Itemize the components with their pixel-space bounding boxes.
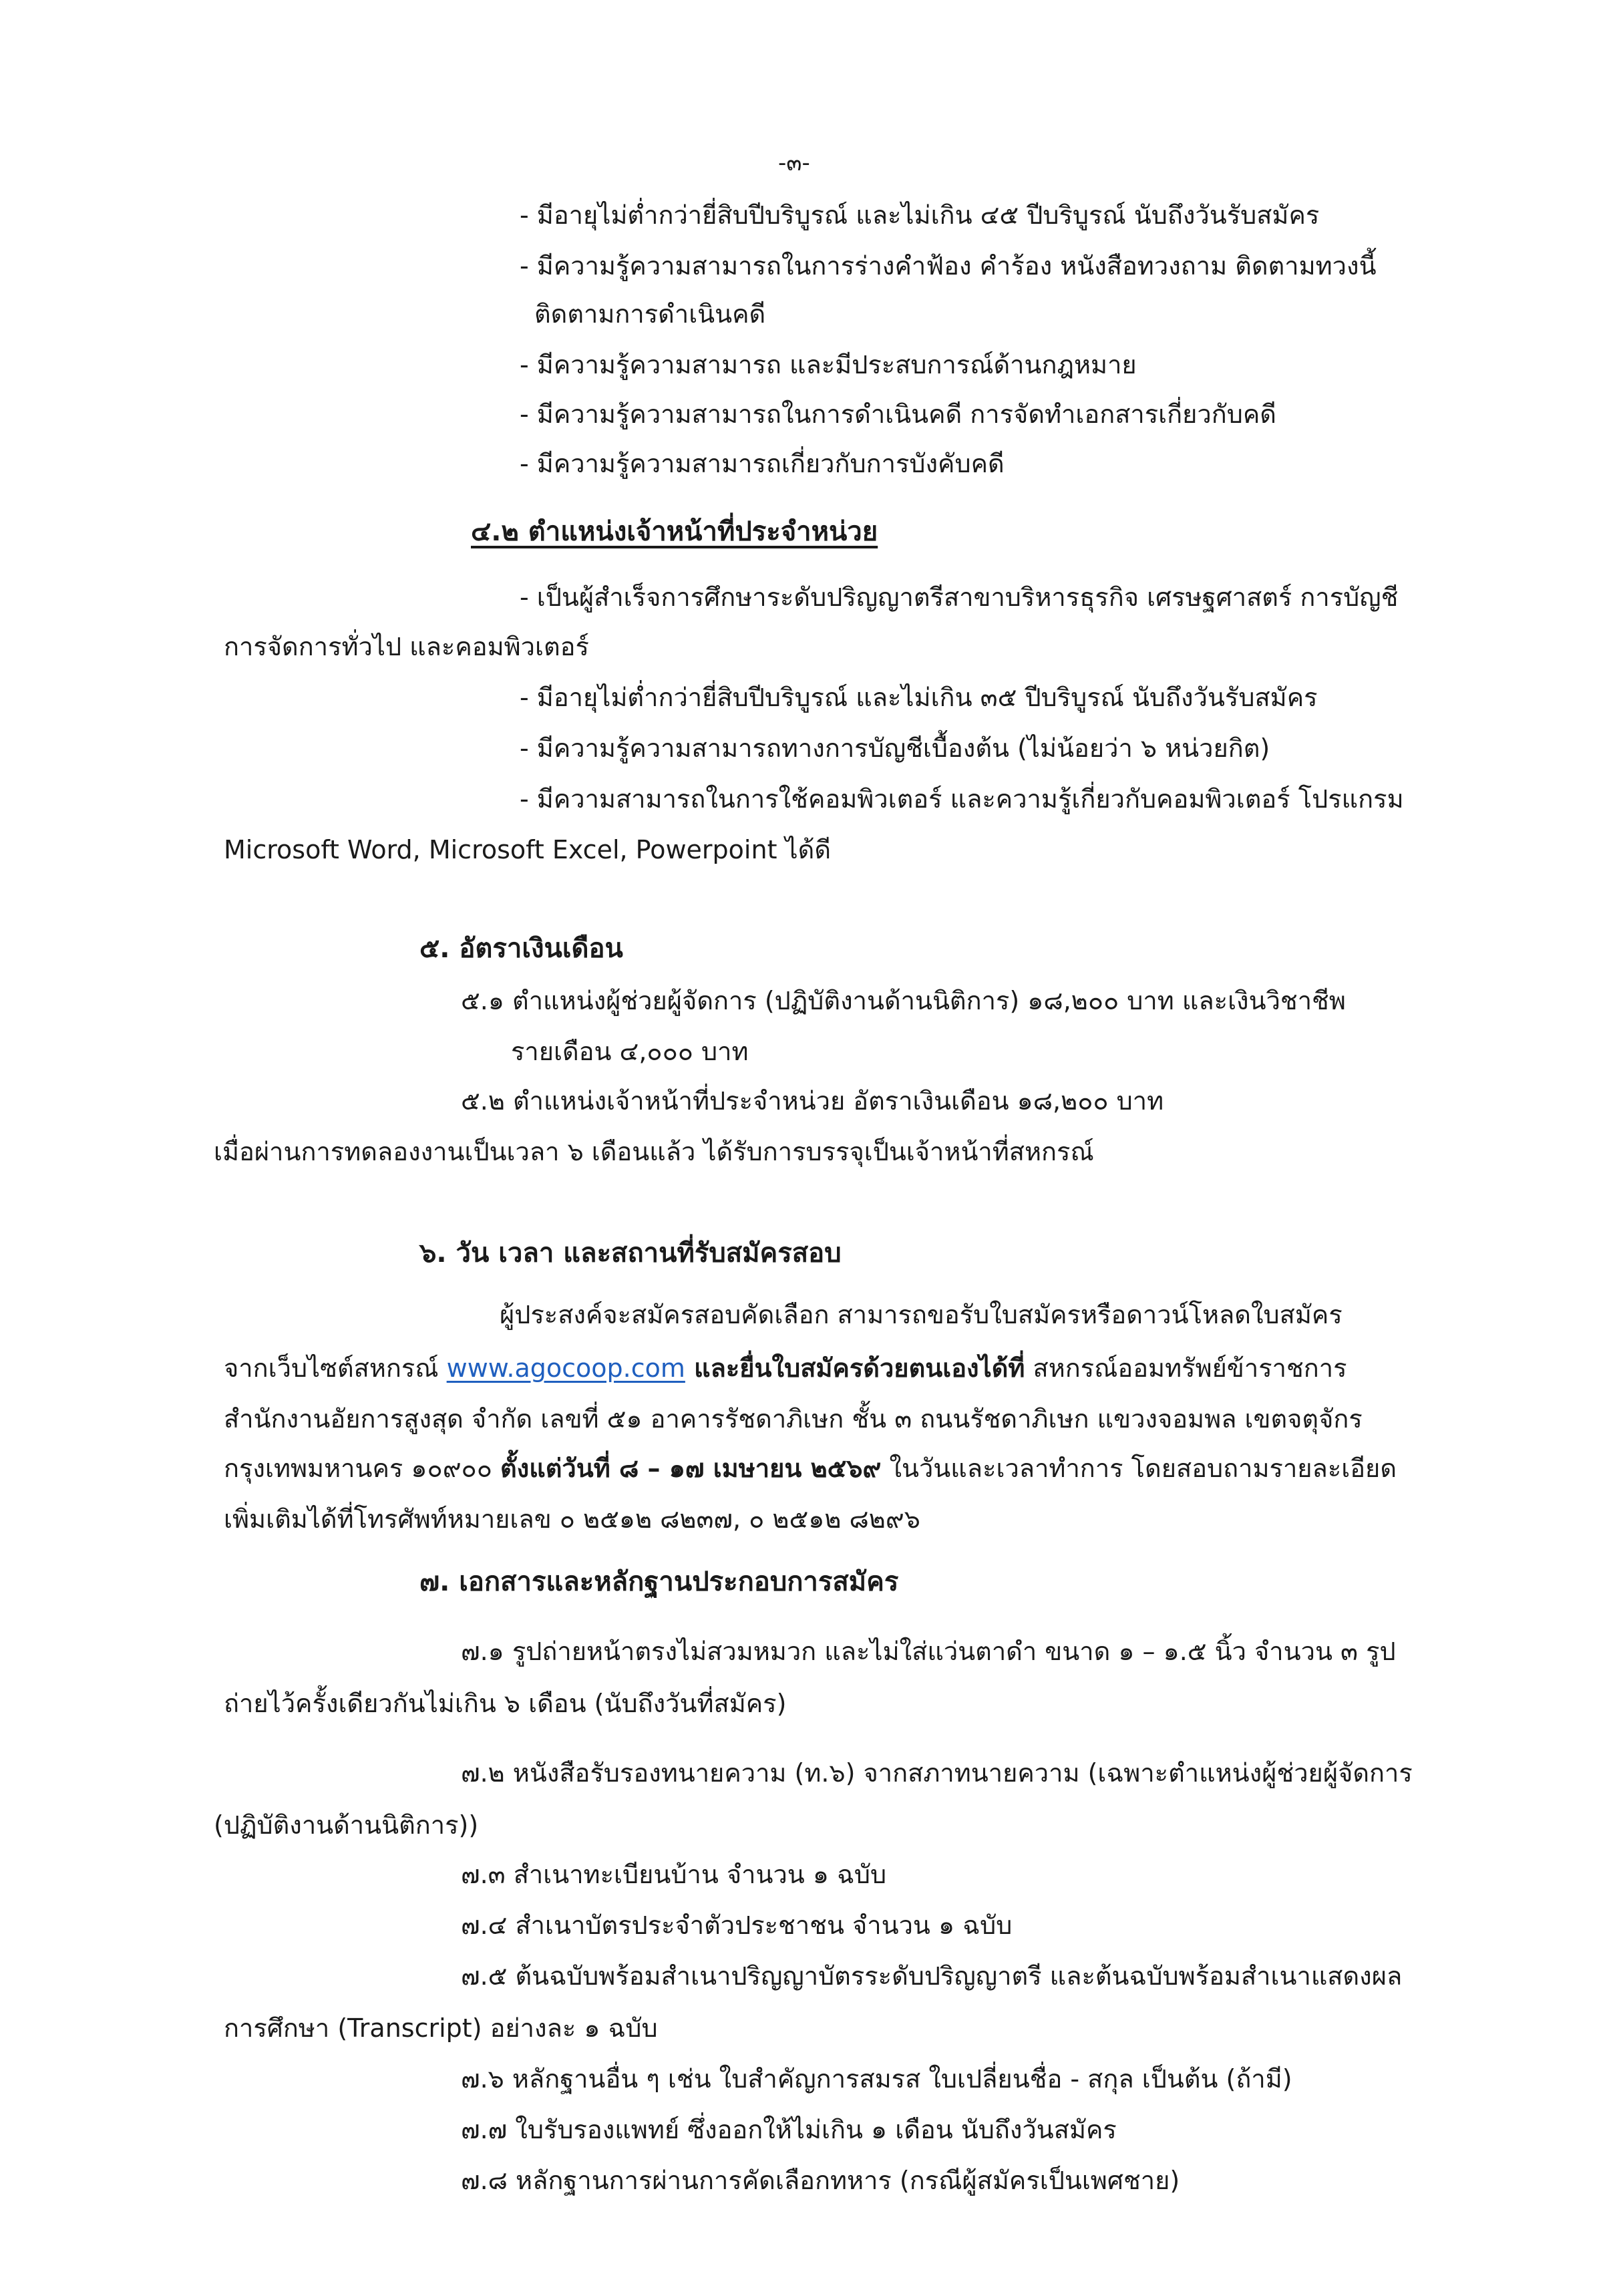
paragraph-line: เพิ่มเติมได้ที่โทรศัพท์หมายเลข ๐ ๒๕๑๒ ๘๒๓๗, ๐ ๒๕๑๒ ๘๒๙๖ bbox=[224, 1504, 920, 1534]
paragraph-line: ๕.๑ ตำแหน่งผู้ช่วยผู้จัดการ (ปฏิบัติงานด้านนิติการ) ๑๘,๒๐๐ บาท และเงินวิชาชีพ bbox=[461, 986, 1346, 1015]
bullet-line: - มีอายุไม่ต่ำกว่ายี่สิบปีบริบูรณ์ และไม่เกิน ๔๕ ปีบริบูรณ์ นับถึงวันรับสมัคร bbox=[520, 200, 1320, 230]
paragraph-line: Microsoft Word, Microsoft Excel, Powerpoint ได้ดี bbox=[224, 835, 832, 864]
page-number: -๓- bbox=[778, 150, 810, 176]
bullet-line: - มีอายุไม่ต่ำกว่ายี่สิบปีบริบูรณ์ และไม่เกิน ๓๕ ปีบริบูรณ์ นับถึงวันรับสมัคร bbox=[520, 683, 1318, 712]
paragraph-line: ๕.๒ ตำแหน่งเจ้าหน้าที่ประจำหน่วย อัตราเงินเดือน ๑๘,๒๐๐ บาท bbox=[461, 1086, 1164, 1116]
paragraph-line bbox=[224, 1351, 1347, 1385]
paragraph-line: เมื่อผ่านการทดลองงานเป็นเวลา ๖ เดือนแล้ว ได้รับการบรรจุเป็นเจ้าหน้าที่สหกรณ์ bbox=[214, 1137, 1094, 1166]
paragraph-line: ๗.๓ สำเนาทะเบียนบ้าน จำนวน ๑ ฉบับ bbox=[461, 1860, 887, 1889]
paragraph-line: ผู้ประสงค์จะสมัครสอบคัดเลือก สามารถขอรับใบสมัครหรือดาวน์โหลดใบสมัคร bbox=[500, 1300, 1343, 1329]
text-span: กรุงเทพมหานคร ๑๐๙๐๐ bbox=[224, 1454, 500, 1483]
text-span: ในวันและเวลาทำการ โดยสอบถามรายละเอียด bbox=[881, 1454, 1397, 1483]
text-span: สหกรณ์ออมทรัพย์ข้าราชการ bbox=[1025, 1353, 1347, 1383]
bold-date-range: ตั้งแต่วันที่ ๘ – ๑๗ เมษายน ๒๕๖๙ bbox=[500, 1454, 882, 1483]
paragraph-line: ๗.๘ หลักฐานการผ่านการคัดเลือกทหาร (กรณีผู้สมัครเป็นเพศชาย) bbox=[461, 2166, 1180, 2195]
bullet-continuation: ติดตามการดำเนินคดี bbox=[534, 299, 766, 329]
paragraph-line bbox=[224, 1451, 1397, 1486]
section-heading: ๕. อัตราเงินเดือน bbox=[419, 933, 623, 964]
paragraph-line: การจัดการทั่วไป และคอมพิวเตอร์ bbox=[224, 632, 589, 661]
subsection-heading: ๔.๒ ตำแหน่งเจ้าหน้าที่ประจำหน่วย bbox=[471, 516, 878, 547]
bold-text: และยื่นใบสมัครด้วยตนเองได้ที่ bbox=[685, 1353, 1025, 1383]
paragraph-line: ๗.๑ รูปถ่ายหน้าตรงไม่สวมหมวก และไม่ใส่แว่นตาดำ ขนาด ๑ – ๑.๕ นิ้ว จำนวน ๓ รูป bbox=[461, 1637, 1396, 1666]
paragraph-line: สำนักงานอัยการสูงสุด จำกัด เลขที่ ๕๑ อาคารรัชดาภิเษก ชั้น ๓ ถนนรัชดาภิเษก แขวงจอมพล เขตจตุจักร bbox=[224, 1404, 1363, 1434]
paragraph-line: - เป็นผู้สำเร็จการศึกษาระดับปริญญาตรีสาขาบริหารธุรกิจ เศรษฐศาสตร์ การบัญชี bbox=[520, 583, 1399, 612]
bullet-line: - มีความรู้ความสามารถในการดำเนินคดี การจัดทำเอกสารเกี่ยวกับคดี bbox=[520, 399, 1276, 429]
bullet-line: - มีความรู้ความสามารถเกี่ยวกับการบังคับคดี bbox=[520, 449, 1005, 478]
paragraph-line: รายเดือน ๔,๐๐๐ บาท bbox=[511, 1037, 749, 1066]
paragraph-line: การศึกษา (Transcript) อย่างละ ๑ ฉบับ bbox=[224, 2013, 658, 2043]
paragraph-line: ๗.๖ หลักฐานอื่น ๆ เช่น ใบสำคัญการสมรส ใบเปลี่ยนชื่อ - สกุล เป็นต้น (ถ้ามี) bbox=[461, 2064, 1292, 2094]
bullet-line: - มีความสามารถในการใช้คอมพิวเตอร์ และความรู้เกี่ยวกับคอมพิวเตอร์ โปรแกรม bbox=[520, 784, 1404, 814]
section-heading: ๖. วัน เวลา และสถานที่รับสมัครสอบ bbox=[419, 1238, 842, 1269]
paragraph-line: ๗.๒ หนังสือรับรองทนายความ (ท.๖) จากสภาทนายความ (เฉพาะตำแหน่งผู้ช่วยผู้จัดการ bbox=[461, 1758, 1413, 1788]
bullet-line: - มีความรู้ความสามารถในการร่างคำฟ้อง คำร้อง หนังสือทวงถาม ติดตามทวงนี้ bbox=[520, 251, 1377, 281]
paragraph-line: ถ่ายไว้ครั้งเดียวกันไม่เกิน ๖ เดือน (นับถึงวันที่สมัคร) bbox=[224, 1689, 787, 1718]
website-link[interactable]: www.agocoop.com bbox=[446, 1353, 685, 1383]
bullet-line: - มีความรู้ความสามารถ และมีประสบการณ์ด้านกฎหมาย bbox=[520, 350, 1137, 379]
paragraph-line: ๗.๔ สำเนาบัตรประจำตัวประชาชน จำนวน ๑ ฉบับ bbox=[461, 1911, 1013, 1940]
section-heading: ๗. เอกสารและหลักฐานประกอบการสมัคร bbox=[419, 1567, 899, 1597]
paragraph-line: ๗.๕ ต้นฉบับพร้อมสำเนาปริญญาบัตรระดับปริญญาตรี และต้นฉบับพร้อมสำเนาแสดงผล bbox=[461, 1961, 1403, 1991]
paragraph-line: (ปฏิบัติงานด้านนิติการ)) bbox=[214, 1810, 479, 1840]
text-span: จากเว็บไซต์สหกรณ์ bbox=[224, 1353, 447, 1383]
bullet-line: - มีความรู้ความสามารถทางการบัญชีเบื้องต้น (ไม่น้อยว่า ๖ หน่วยกิต) bbox=[520, 733, 1270, 763]
paragraph-line: ๗.๗ ใบรับรองแพทย์ ซึ่งออกให้ไม่เกิน ๑ เดือน นับถึงวันสมัคร bbox=[461, 2115, 1117, 2144]
